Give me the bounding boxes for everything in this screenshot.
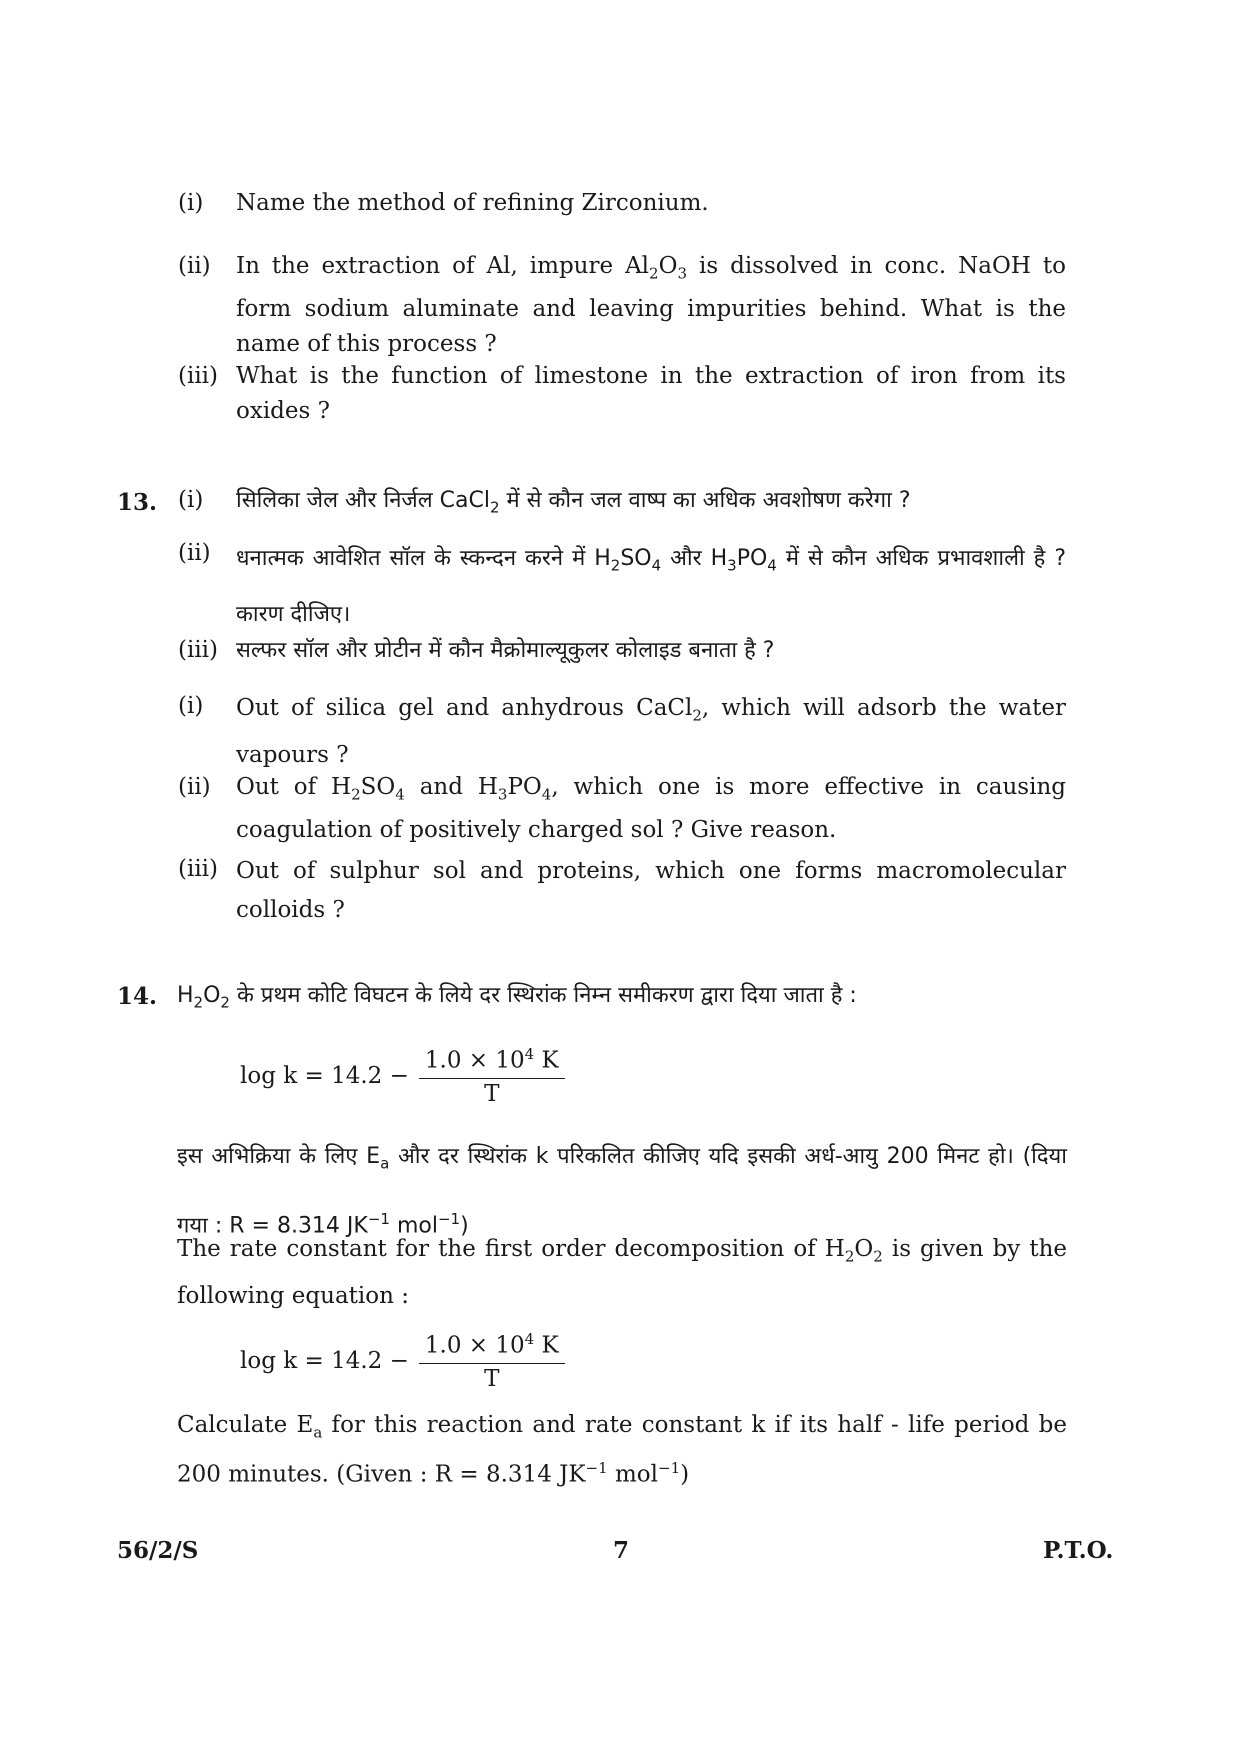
q12-item-3-text: What is the function of limestone in the extraction of iron from its oxides ?: [236, 363, 1066, 424]
q12-item-2-number: (ii): [178, 253, 211, 279]
q14-hindi-intro: $H_2O_2$ के प्रथम कोटि विघटन के लिये दर स्थिरांक निम्न समीकरण द्वारा दिया जाता है :: [177, 983, 857, 1012]
q12-item-2-text: In the extraction of Al, impure $Al_2O_3$ is dissolved in conc. NaOH to form sodium aluminate and leaving impurities behind. What is the name of this process ?: [236, 253, 1066, 357]
equation-fraction: $\frac{1.0 \times 10^4 K}{T}$: [419, 1330, 565, 1392]
q13-hindi-1-text: सिलिका जेल और निर्जल CaCl$_2$ में से कौन जल वाष्प का अधिक अवशोषण करेगा ?: [236, 488, 911, 517]
question-14-number: 14.: [117, 983, 158, 1010]
q14-english-intro: The rate constant for the first order decomposition of $H_2O_2$ is given by the following equation :: [177, 1236, 1067, 1309]
q13-english-2-number: (ii): [178, 774, 211, 800]
page-number: 7: [613, 1537, 630, 1564]
q14-equation-hindi: log k = 14.2 − $\frac{1.0 \times 10^4 K}{T}$: [240, 1045, 565, 1107]
q13-english-1-number: (i): [178, 693, 204, 719]
q14-equation-english: log k = 14.2 − $\frac{1.0 \times 10^4 K}{T}$: [240, 1330, 565, 1392]
q12-item-1-text: Name the method of refining Zirconium.: [236, 190, 709, 216]
q13-english-2-text: Out of $H_2SO_4$ and $H_3PO_4$, which one is more effective in causing coagulation of positively charged sol ? Give reason.: [236, 774, 1067, 843]
q14-english-task: Calculate $E_a$ for this reaction and rate constant k if its half - life period be 200 minutes. (Given : R = 8.314 $JK^{-1}$ mol$^{-1}$): [177, 1412, 1067, 1488]
q13-hindi-3-number: (iii): [178, 637, 219, 663]
q13-english-1-text: Out of silica gel and anhydrous CaCl$_2$, which will adsorb the water vapours ?: [236, 695, 1066, 768]
q13-hindi-1-number: (i): [178, 487, 204, 513]
q12-item-1-number: (i): [178, 190, 204, 216]
q14-hindi-task: इस अभिक्रिया के लिए $E_a$ और दर स्थिरांक k परिकलित कीजिए यदि इसकी अर्ध-आयु 200 मिनट हो। (दिया गया : R = 8.314 $JK^{-1}$ mol$^{-1}$): [177, 1144, 1067, 1239]
q13-english-3-text: Out of sulphur sol and proteins, which one forms macromolecular colloids ?: [236, 858, 1066, 923]
q13-hindi-2-number: (ii): [178, 540, 211, 566]
q12-item-3-number: (iii): [178, 363, 219, 389]
q13-hindi-2-text: धनात्मक आवेशित सॉल के स्कन्दन करने में $H_2SO_4$ और $H_3PO_4$ में से कौन अधिक प्रभावशाली है ? कारण दीजिए।: [236, 546, 1066, 628]
equation-fraction: $\frac{1.0 \times 10^4 K}{T}$: [419, 1045, 565, 1107]
paper-code: 56/2/S: [117, 1537, 199, 1564]
q13-english-3-number: (iii): [178, 856, 219, 882]
please-turn-over: P.T.O.: [1043, 1537, 1114, 1564]
q13-hindi-3-text: सल्फर सॉल और प्रोटीन में कौन मैक्रोमाल्यूकुलर कोलाइड बनाता है ?: [236, 638, 775, 663]
question-13-number: 13.: [117, 489, 158, 516]
